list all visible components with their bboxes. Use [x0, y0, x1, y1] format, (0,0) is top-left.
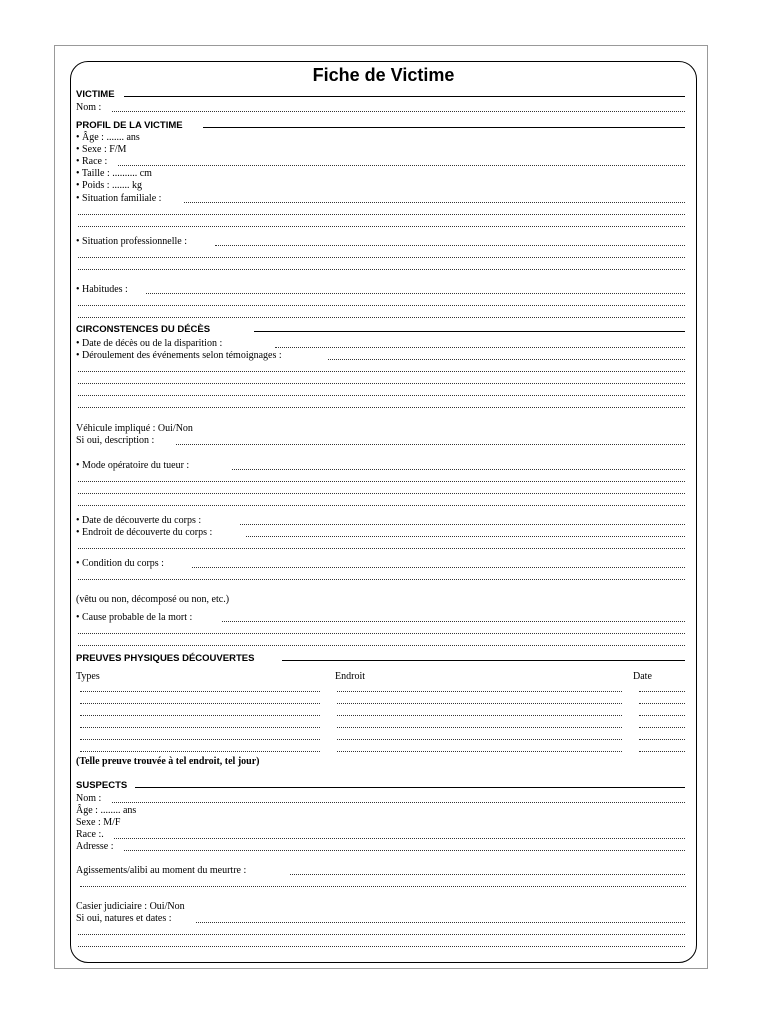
- vehicle-description-label: Si oui, description :: [76, 435, 155, 446]
- profile-race-label: • Race :: [76, 156, 108, 167]
- section-suspects-heading: SUSPECTS: [76, 780, 128, 791]
- profile-sex: • Sexe : F/M: [76, 144, 127, 155]
- evidence-date-field[interactable]: [639, 703, 685, 704]
- suspect-sex: Sexe : M/F: [76, 817, 121, 828]
- suspect-name-field[interactable]: [112, 802, 685, 803]
- discovery-place-field[interactable]: [246, 536, 685, 537]
- body-condition-note: (vêtu ou non, décomposé ou non, etc.): [76, 594, 230, 605]
- profile-job-field[interactable]: [215, 245, 685, 246]
- evidence-place-field[interactable]: [337, 715, 622, 716]
- evidence-place-field[interactable]: [337, 727, 622, 728]
- suspect-alibi-label: Agissements/alibi au moment du meurtre :: [76, 865, 247, 876]
- profile-family-field[interactable]: [184, 202, 685, 203]
- evidence-date-field[interactable]: [639, 727, 685, 728]
- evidence-place-field[interactable]: [337, 703, 622, 704]
- section-rule: [203, 127, 685, 128]
- modus-operandi-label: • Mode opératoire du tueur :: [76, 460, 190, 471]
- evidence-col-types: Types: [76, 671, 100, 682]
- body-condition-label: • Condition du corps :: [76, 558, 164, 569]
- victim-name-label: Nom :: [76, 102, 102, 113]
- evidence-type-field[interactable]: [80, 691, 320, 692]
- section-rule: [282, 660, 685, 661]
- evidence-place-field[interactable]: [337, 751, 622, 752]
- dotted-line[interactable]: [80, 886, 686, 887]
- dotted-line[interactable]: [78, 317, 685, 318]
- cause-of-death-label: • Cause probable de la mort :: [76, 612, 193, 623]
- profile-age: • Âge : ....... ans: [76, 132, 140, 143]
- dotted-line[interactable]: [78, 505, 685, 506]
- evidence-col-date: Date: [633, 671, 652, 682]
- evidence-type-field[interactable]: [80, 715, 320, 716]
- evidence-type-field[interactable]: [80, 727, 320, 728]
- dotted-line[interactable]: [78, 383, 685, 384]
- discovery-date-label: • Date de découverte du corps :: [76, 515, 202, 526]
- evidence-place-field[interactable]: [337, 691, 622, 692]
- suspect-address-field[interactable]: [124, 850, 685, 851]
- suspect-race-field[interactable]: [114, 838, 685, 839]
- dotted-line[interactable]: [78, 257, 685, 258]
- events-field[interactable]: [328, 359, 685, 360]
- dotted-line[interactable]: [78, 269, 685, 270]
- evidence-date-field[interactable]: [639, 691, 685, 692]
- evidence-date-field[interactable]: [639, 751, 685, 752]
- evidence-type-field[interactable]: [80, 751, 320, 752]
- section-rule: [254, 331, 685, 332]
- cause-of-death-field[interactable]: [222, 621, 685, 622]
- dotted-line[interactable]: [78, 226, 685, 227]
- suspect-address-label: Adresse :: [76, 841, 114, 852]
- evidence-type-field[interactable]: [80, 703, 320, 704]
- dotted-line[interactable]: [78, 305, 685, 306]
- victim-name-field[interactable]: [112, 111, 685, 112]
- suspect-record-label: Casier judiciaire : Oui/Non: [76, 901, 185, 912]
- events-label: • Déroulement des événements selon témoignages :: [76, 350, 282, 361]
- vehicle-description-field[interactable]: [176, 444, 685, 445]
- section-rule: [124, 96, 685, 97]
- vehicle-label: Véhicule impliqué : Oui/Non: [76, 423, 193, 434]
- death-date-field[interactable]: [275, 347, 685, 348]
- death-date-label: • Date de décès ou de la disparition :: [76, 338, 223, 349]
- discovery-date-field[interactable]: [240, 524, 685, 525]
- body-condition-field[interactable]: [192, 567, 685, 568]
- profile-habits-field[interactable]: [146, 293, 685, 294]
- section-circumstances-heading: CIRCONSTENCES DU DÉCÈS: [76, 324, 211, 335]
- dotted-line[interactable]: [78, 214, 685, 215]
- evidence-place-field[interactable]: [337, 739, 622, 740]
- page-title: Fiche de Victime: [312, 65, 455, 85]
- section-rule: [135, 787, 685, 788]
- suspect-record-details-field[interactable]: [196, 922, 685, 923]
- suspect-race-label: Race :.: [76, 829, 104, 840]
- profile-weight: • Poids : ....... kg: [76, 180, 143, 191]
- modus-operandi-field[interactable]: [232, 469, 685, 470]
- dotted-line[interactable]: [78, 633, 685, 634]
- evidence-date-field[interactable]: [639, 715, 685, 716]
- evidence-note: (Telle preuve trouvée à tel endroit, tel jour): [76, 756, 260, 767]
- dotted-line[interactable]: [78, 481, 685, 482]
- dotted-line[interactable]: [78, 493, 685, 494]
- dotted-line[interactable]: [78, 645, 685, 646]
- dotted-line[interactable]: [78, 395, 685, 396]
- dotted-line[interactable]: [78, 407, 685, 408]
- discovery-place-label: • Endroit de découverte du corps :: [76, 527, 213, 538]
- dotted-line[interactable]: [78, 579, 685, 580]
- suspect-name-label: Nom :: [76, 793, 102, 804]
- evidence-type-field[interactable]: [80, 739, 320, 740]
- section-victime-heading: VICTIME: [76, 89, 115, 100]
- profile-race-field[interactable]: [118, 165, 685, 166]
- dotted-line[interactable]: [78, 371, 685, 372]
- suspect-alibi-field[interactable]: [290, 874, 685, 875]
- profile-height: • Taille : .......... cm: [76, 168, 152, 179]
- suspect-record-details-label: Si oui, natures et dates :: [76, 913, 172, 924]
- profile-family-label: • Situation familiale :: [76, 193, 162, 204]
- form-card: [70, 61, 697, 963]
- evidence-col-place: Endroit: [335, 671, 365, 682]
- dotted-line[interactable]: [78, 946, 685, 947]
- suspect-age: Âge : ........ ans: [76, 805, 137, 816]
- profile-job-label: • Situation professionnelle :: [76, 236, 187, 247]
- dotted-line[interactable]: [78, 548, 685, 549]
- evidence-date-field[interactable]: [639, 739, 685, 740]
- dotted-line[interactable]: [78, 934, 685, 935]
- section-profil-heading: PROFIL DE LA VICTIME: [76, 120, 183, 131]
- profile-habits-label: • Habitudes :: [76, 284, 128, 295]
- section-evidence-heading: PREUVES PHYSIQUES DÉCOUVERTES: [76, 653, 255, 664]
